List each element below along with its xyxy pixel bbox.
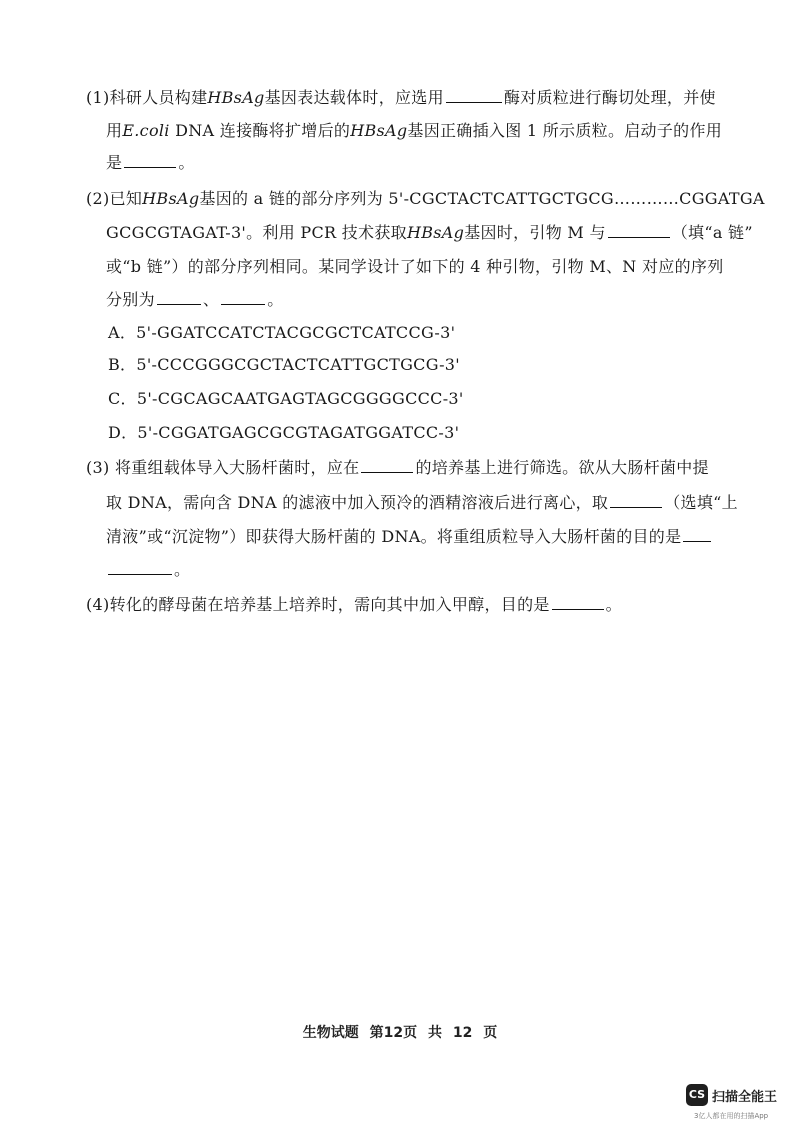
answer-blank	[221, 290, 265, 305]
answer-blank	[608, 223, 670, 238]
q1-line-2: 用E.coli DNA 连接酶将扩增后的HBsAg基因正确插入图 1 所示质粒。启动子的作用	[106, 121, 723, 140]
q3-line-4: 。	[106, 560, 190, 580]
q2-line-4: 分别为 、 。	[106, 290, 284, 309]
scanner-watermark	[686, 1084, 796, 1124]
option-a: A．5'-GGATCCATCTACGCGCTCATCCG-3'	[108, 323, 456, 342]
answer-blank	[552, 595, 604, 610]
option-d: D．5'-CGGATGAGCGCGTAGATGGATCC-3'	[108, 423, 460, 442]
q4-line-1: (4)转化的酵母菌在培养基上培养时，需向其中加入甲醇，目的是 。	[86, 595, 622, 614]
answer-blank	[361, 458, 413, 473]
q3-line-3: 清液”或“沉淀物”）即获得大肠杆菌的 DNA。将重组质粒导入大肠杆菌的目的是	[106, 527, 713, 547]
camscanner-name: 扫描全能王	[712, 1090, 778, 1105]
answer-blank	[446, 88, 502, 103]
answer-blank	[157, 290, 201, 305]
page-footer: 生物试题 第12页 共 12 页	[302, 1025, 498, 1041]
q2-line-3: 或“b 链”）的部分序列相同。某同学设计了如下的 4 种引物，引物 M、N 对应的序列	[106, 257, 724, 276]
q3-line-1: (3) 将重组载体导入大肠杆菌时，应在 的培养基上进行筛选。欲从大肠杆菌中提	[86, 458, 709, 477]
camscanner-logo-icon: CS	[686, 1084, 708, 1106]
q1-line-1: (1)科研人员构建HBsAg基因表达载体时，应选用 酶对质粒进行酶切处理，并使	[86, 88, 716, 107]
camscanner-tagline: 3亿人都在用的扫描App	[694, 1112, 769, 1120]
option-c: C．5'-CGCAGCAATGAGTAGCGGGGCCC-3'	[108, 389, 464, 408]
option-b: B．5'-CCCGGGCGCTACTCATTGCTGCG-3'	[108, 355, 460, 374]
q1-line-3: 是 。	[106, 153, 195, 172]
q2-line-2: GCGCGTAGAT-3'。利用 PCR 技术获取HBsAg基因时，引物 M 与 （填“a 链”	[106, 223, 753, 242]
answer-blank	[683, 527, 711, 542]
answer-blank	[610, 493, 662, 508]
answer-blank	[108, 560, 172, 575]
q3-line-2: 取 DNA，需向含 DNA 的滤液中加入预冷的酒精溶液后进行离心，取 （选填“上	[106, 493, 738, 512]
q2-line-1: (2)已知HBsAg基因的 a 链的部分序列为 5'-CGCTACTCATTGCTGCG…………CGGATGA	[86, 189, 765, 208]
answer-blank	[124, 153, 176, 168]
